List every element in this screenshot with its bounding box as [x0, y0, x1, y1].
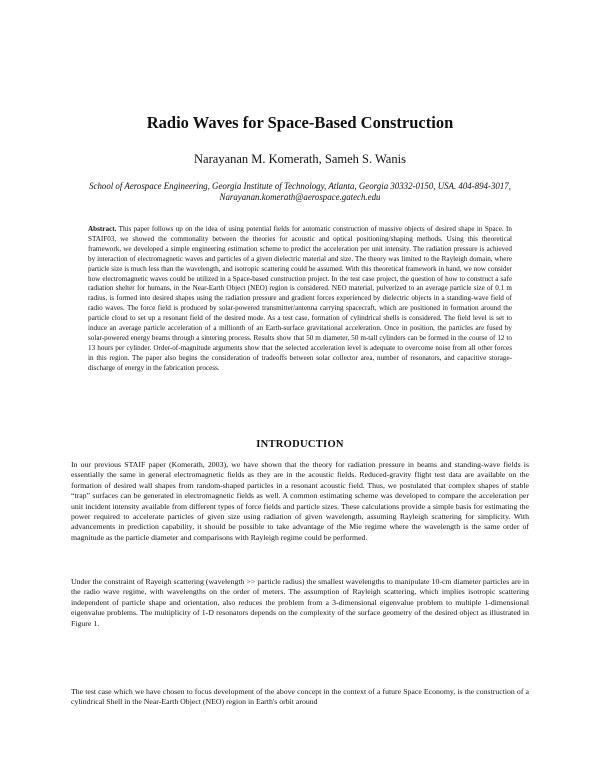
- abstract: [88, 225, 512, 374]
- intro-paragraph-1: In our previous STAIF paper (Komerath, 2003), we have shown that the theory for radiation pressure in beams and standing-wave fields is essentially the same in general electromagnetic fields as they are in the acoustic fields. Reduced-gravity flight test data are available on the formation of desired wall shapes from random-shaped particles in a resonant acoustic field. Thus, we postulated that complex shapes of stable “trap” surfaces can be generated in electromagnetic fields as well. A common estimating scheme was developed to compare the acceleration per unit incident intensity available from different types of force fields and particle sizes. These calculations provide a simple basis for estimating the power required to accelerate particles of given size using radiation of given wavelength, assuming Rayleigh scattering for simplicity. With advancements in prediction capability, it should be possible to take advantage of the Mie regime where the wavelength is the same order of magnitude as the particle diameter and comparisons with Rayleigh regime could be performed.: [71, 460, 529, 542]
- abstract-label: Abstract.: [88, 225, 117, 233]
- abstract-text: This paper follows up on the idea of using potential fields for automatic construction of massive objects of desired shape in Space. In STAIF03, we showed the commonality between the theories for acoustic and optical positioning/shaping methods. Using this theoretical framework, we developed a simple engineering estimation scheme to predict the acceleration per unit intensity. The radiation pressure is achieved by interaction of electromagnetic waves and particles of a given dielectric material and size. The theory was limited to the Rayleigh domain, where particle size is much less than the wavelength, and isotropic scattering could be assumed. With this theoretical framework in hand, we now consider how electromagnetic waves could be utilized in a Space-based construction project. In the test case project, the question of how to construct a safe radiation shelter for humans, in the Near-Earth Object (NEO) region is considered. NEO material, pulverized to an average particle size of 0.1 m radius, is formed into desired shapes using the radiation pressure and gradient forces experienced by dielectric objects in a standing-wave field of radio waves. The force field is produced by solar-powered transmitter/antenna carrying spacecraft, which are positioned in formation around the particle cloud to set up a resonant field of the desired mode. As a test case, formation of cylindrical shells is considered. The field level is set to induce an average particle acceleration of a millionth of an Earth-surface gravitational acceleration. Once in position, the particles are fused by solar-powered energy beams through a sintering process. Results show that 50 m diameter, 50 m-tall cylinders can be formed in the course of 12 to 13 hours per cylinder. Order-of-magnitude arguments show that the selected acceleration level is adequate to overcome noise from all other forces in this region. The paper also begins the consideration of tradeoffs between solar collector area, number of resonators, and capacitive storage-discharge of energy in the fabrication process.: [88, 225, 513, 372]
- affiliation: School of Aerospace Engineering, Georgia Institute of Technology, Atlanta, Georgia 30332-0150, USA. 404-894-3017, Narayanan.komerath@aerospace.gatech.edu: [89, 181, 511, 202]
- intro-paragraph-2: Under the constraint of Rayeigh scattering (wavelength >> particle radius) the smallest wavelengths to manipulate 10-cm diameter particles are in the radio wave regime, with wavelengths on the order of meters. The assumption of Rayleigh scattering, which implies isotropic scattering independent of particle shape and orientation, also reduces the problem from a 3-dimensional eigenvalue problem to multiple 1-dimensional eigenvalue problems. The multiplicity of 1-D resonators depends on the complexity of the surface geometry of the desired object as illustrated in Figure 1.: [71, 577, 529, 628]
- author-list: Narayanan M. Komerath, Sameh S. Wanis: [194, 152, 406, 166]
- paper-title: Radio Waves for Space-Based Construction: [146, 113, 454, 132]
- section-heading-introduction: INTRODUCTION: [256, 439, 344, 450]
- intro-paragraph-3: The test case which we have chosen to focus development of the above concept in the context of a future Space Economy, is the construction of a cylindrical Shell in the Near-Earth Object (NEO) region in Earth's orbit around: [71, 687, 529, 707]
